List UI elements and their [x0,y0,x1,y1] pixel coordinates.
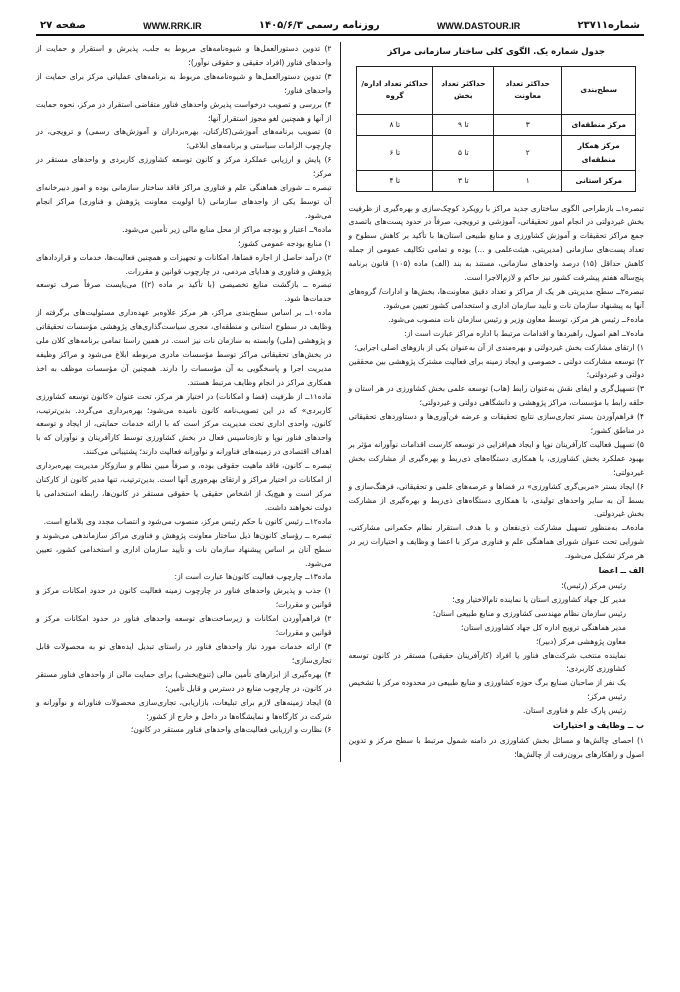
paragraph: ماده۶ــ رئیس هر مرکز، توسط معاون وزیر و رئیس سازمان نات منصوب می‌شود. [387,314,644,324]
page-number: صفحه ۲۷ [40,20,86,31]
right-column-text [349,202,645,762]
member-item: رئیس مرکز (رئیس)؛ [561,581,626,590]
table-cell: تا ۶ [357,135,433,170]
paragraph: ۴) فراهم‌آوردن بستر تجاری‌سازی نتایج تحقیقات و عرضه فن‌آوری‌ها و دستاوردهای تحقیقاتی در مناطق کشور؛ [348,412,644,436]
paragraph: ۲) توسعه مشارکت دولتی ـ خصوصی و ایجاد زمینه برای فعالیت مشترک پژوهشی بین محققین دولتی و غیردولتی؛ [348,356,644,380]
paragraph: تبصره ــ رؤسای کانون‌ها ذیل ساختار معاونت پژوهش و فناوری مراکز سازماندهی می‌شوند و سطح آنان بر اساس پیشنهاد سازمان نات و تأیید سازمان اداری و استخدامی کشور، تعیین می‌شود. [36,530,332,568]
table-cell: ۳ [494,114,562,135]
member-item: یک نفر از صاحبان صنایع برگ حوزه کشاورزی و منابع طبیعی در محدوده مرکز با تشخیص رئیس مرکز؛ [348,678,626,702]
paragraph: ماده۱۳ــ چارچوب فعالیت کانون‌ها عبارت است از: [174,572,332,582]
paragraph: ۱) احصای چالش‌ها و مسائل بخش کشاورزی در دامنه شمول مرتبط با سطح مرکز و تدوین اصول و راهکارهای برون‌رفت از چالش‌ها؛ [348,735,644,759]
left-column-text [36,42,332,737]
member-item: رئیس سازمان نظام مهندسی کشاورزی و منابع طبیعی استان؛ [432,608,626,618]
paragraph: ۵) ایجاد زمینه‌های لازم برای تبلیغات، بازاریابی، تجاری‌سازی محصولات فناورانه و نوآورانه و شرکت در کارگاه‌ها و نمایشگاه‌ها در داخل و خارج از کشور؛ [36,697,332,721]
table-title: جدول شماره یک. الگوی کلی ساختار سازمانی مراکز [387,47,605,57]
table-row [357,135,636,170]
member-item: رئیس پارک علم و فناوری استان. [522,706,626,716]
paragraph: ۱) جذب و پذیرش واحدهای فناور در چارچوب زمینه فعالیت کانون در حدود امکانات مرکز و قوانین و مقررات؛ [36,586,332,610]
paragraph: ۱) ارتقای مشارکت بخش غیردولتی و بهره‌مندی از آن به‌عنوان یکی از بازوهای اصلی اجرایی؛ [354,342,644,352]
paragraph: ۱) منابع بودجه عمومی کشور؛ [238,238,332,248]
member-item: نماینده منتخب شرکت‌های فناور یا افراد (کارآفرینان حقیقی) مستقر در کانون توسعه کشاورزی کاربردی؛ [348,650,626,674]
paragraph: ۶) نظارت و ارزیابی فعالیت‌های واحدهای فناور مستقر در کانون؛ [130,725,332,735]
table-cell: تا ۹ [433,114,494,135]
table-cell: تا ۵ [433,135,494,170]
paragraph: ۵) تسهیل فعالیت کارآفرینان نوپا و ایجاد هم‌افزایی در توسعه کارست اقدامات نوآورانه مؤثر بر بهبود عملکرد بخش کشاورزی، با همکاری دستگاه‌های ذی‌ربط و بهره‌گیری از مشارکت بخش غیردولتی؛ [348,439,644,477]
paragraph: ۳) تدوین دستورالعمل‌ها و شیوه‌نامه‌های مربوط به برنامه‌های عملیاتی مرکز برای حمایت از واحدهای فناور؛ [36,71,332,95]
paragraph: ۲) درآمد حاصل از اجاره فضاها، امکانات و تجهیزات و همچنین فعالیت‌ها، خدمات و قراردادهای پژوهش و فناوری و هدایای مردمی، در چارچوب قوانین و مقررات. [36,252,332,276]
table-header-cell: سطح‌بندی [562,66,636,114]
paper-date: روزنامه رسمی ۱۴۰۵/۶/۳ [258,20,380,31]
section-title: ب ــ وظایف و اختیارات [552,721,644,731]
paragraph: ۵) تصویب برنامه‌های آموزشی(کارکنان، بهره‌برداران و آموزش‌های رسمی) و ترویجی، در چارچوب الزامات سیاستی و برنامه‌های ابلاغی؛ [36,127,332,151]
table-cell: ۲ [494,135,562,170]
left-column [36,42,332,762]
table-cell: تا ۸ [357,114,433,135]
paragraph: ماده۸ــ به‌منظور تسهیل مشارکت ذی‌نفعان و با هدف استقرار نظام حکمرانی مشارکتی، شورایی تحت عنوان شورای هماهنگی علم و فناوری مرکز با اعضا و وظایف و اختیارات زیر در هر مرکز تشکیل می‌شود. [348,523,644,561]
table-cell: مرکز همکار منطقه‌ای [562,135,636,170]
paragraph: ۶) پایش و ارزیابی عملکرد مرکز و کانون توسعه کشاورزی کاربردی و واحدهای مستقر در مرکز؛ [36,155,332,179]
table-cell: مرکز منطقه‌ای [562,114,636,135]
table-header-cell: حداکثر تعداد معاونت [494,66,562,114]
paragraph: ۲) فراهم‌آوردن امکانات و زیرساخت‌های توسعه واحدهای فناور در حدود امکانات مرکز و قوانین و مقررات؛ [36,614,332,638]
site-rrk[interactable]: WWW.RRK.IR [143,20,202,31]
paragraph: تبصره ــ بازگشت منابع تخصیصی (با تأکید بر ماده (۲)) می‌بایست صرفاً صرف توسعه خدمات‌ها شود. [36,280,332,304]
paragraph: ۴) بررسی و تصویب درخواست پذیرش واحدهای فناور متقاضی استقرار در مرکز، نحوه حمایت از آنها و همچنین لغو مجوز استقرار آنها؛ [36,99,332,123]
table-header-row [357,66,636,114]
member-item: مدیر کل جهاد کشاورزی استان یا نماینده تام‌الاختیار وی؛ [452,594,626,604]
article-columns [36,42,644,762]
column-divider [340,42,341,762]
table-cell: مرکز استانی [562,170,636,191]
table-row [357,114,636,135]
paragraph: ماده۱۰ــ بر اساس سطح‌بندی مراکز، هر مرکز علاوه‌بر عهده‌داری مسئولیت‌های برگرفته از وظایف در سطوح استانی و منطقه‌ای، مجری سیاست‌گذاری‌های پژوهشی مؤسسات تحقیقاتی و پژوهشی (ملی) وابسته به سازمان نات نیز است. در همین راستا تمامی برنامه‌های کلان ملی در بخش‌های تحقیقاتی مراکز توسط مؤسسات مادری مربوطه ابلاغ می‌شود و مراکز وظیفه مدیریت اجرا و پاسخگویی به آن مؤسسات را دارند. همچنین آن مؤسسات موظف به اخذ همکاری مراکز در انجام وظایف مرتبط هستند. [36,308,332,387]
paragraph: ماده۹ــ اعتبار و بودجه مراکز از محل منابع مالی زیر تأمین می‌شود. [122,224,332,234]
paragraph: ۴) بهره‌گیری از ابزارهای تأمین مالی (تنوع‌بخشی) برای حمایت مالی از واحدهای فناور مستقر در کانون، در چارچوب منابع در دسترس و قابل تأمین؛ [36,669,332,693]
member-item: مدیر هماهنگی ترویج اداره کل جهاد کشاورزی استان؛ [461,622,626,632]
paragraph: ۲) تدوین دستورالعمل‌ها و شیوه‌نامه‌های مربوط به جلب، پذیرش و استقرار و حمایت از واحدهای فناور (افراد حقیقی و حقوقی نوآور)؛ [36,44,332,67]
table-header-cell: حداکثر تعداد اداره/گروه [357,66,433,114]
paragraph: ۳) ارائه خدمات مورد نیاز واحدهای فناور در راستای تبدیل ایده‌های نو به محصولات قابل تجاری‌سازی؛ [36,641,332,665]
paragraph: تبصره۲ــ سطح مدیریتی هر یک از مراکز و تعداد دقیق معاونت‌ها، بخش‌ها و ادارات/ گروه‌های آنها به پیشنهاد سازمان نات و تأیید سازمان اداری و استخدامی کشور تعیین می‌شود. [348,286,644,310]
table-cell: ۱ [494,170,562,191]
member-item: معاون پژوهشی مرکز (دبیر)؛ [536,636,626,646]
section-title: الف ــ اعضا [598,566,644,576]
page-header [36,14,644,36]
paragraph: تبصره ــ کانون، فاقد ماهیت حقوقی بوده، و صرفاً مبین نظام و سازوکار مدیریت بهره‌برداری از امکانات در اختیار مراکز و ارتقای بهره‌وری آنها است. بدین‌ترتیب، تنها مدیر کانون از کارکنان مرکز است و هیچ‌یک از اشخاص حقیقی یا حقوقی مستقر در کانون‌ها، رابطه استخدامی با دولت نخواهند داشت. [36,461,332,512]
issue-number: شماره۲۳۷۱۱ [577,20,640,31]
paragraph: ۳) تسهیل‌گری و ایفای نقش به‌عنوان رابط (هاب) توسعه علمی بخش کشاورزی در هر استان و حلقه رابط با مؤسسات، مراکز پژوهشی و دانشگاهی دولتی و غیردولتی؛ [348,384,644,408]
structure-table [356,66,636,192]
right-column [349,42,645,762]
table-row [357,170,636,191]
paragraph: ماده۱۲ــ رئیس کانون با حکم رئیس مرکز، منصوب می‌شود و انتصاب مجدد وی بلامانع است. [43,516,332,526]
site-dastour[interactable]: WWW.DASTOUR.IR [436,20,521,31]
table-header-cell: حداکثر تعداد بخش [433,66,494,114]
paragraph: ۶) ایجاد بستر «مربی‌گری کشاورزی» در فضاها و عرصه‌های علمی و تحقیقاتی، فرهنگ‌سازی و بسط آن به سایر واحدهای تولیدی، با همکاری دستگاه‌های ذی‌ربط و بهره‌گیری از مشارکت بخش غیردولتی. [348,481,644,519]
table-cell: تا ۴ [357,170,433,191]
paragraph: ماده۱۱ــ از ظرفیت (فضا و امکانات) در اختیار هر مرکز، تحت عنوان «کانون توسعه کشاورزی کاربردی» که در این تصویب‌نامه کانون نامیده می‌شود؛ بهره‌برداری می‌گردد. بدین‌ترتیب، کانون، واحدی اداری تحت مدیریت مرکز است که با ارائه خدمات حمایتی، از ایجاد و توسعه واحدهای فناور نوپا و تازه‌تاسیس فعال در بخش کشاورزی توسط کارآفرینان و نوآوران که با اهداف اقتصادی در زمینه‌های فناورانه و نوآورانه فعالیت دارند؛ پشتیبانی می‌کنند. [36,391,332,457]
paragraph: ماده۷ــ اهم اصول، راهبردها و اقدامات مرتبط با اداره مراکز عبارت است از: [404,328,644,338]
table-cell: تا ۳ [433,170,494,191]
paragraph: تبصره۱ــ بازطراحی الگوی ساختاری جدید مراکز با رویکرد کوچک‌سازی و بهره‌گیری از ظرفیت بخش غیردولتی در انجام امور تحقیقاتی، آموزشی و ترویجی، صرفاً در حدود پست‌های باتصدی جمع مراکز تحقیقات و آموزش کشاورزی و منابع طبیعی استان‌ها با تأکید بر کاهش سطوح و تعداد پست‌های سازمانی (مدیریتی، هیئت‌علمی و ...) بوده و تمامی تکالیف عمومی از جمله کاهش حداقل (۱۵) درصد واحدهای سازمانی، مستند به بند (الف) ماده (۱۰۵) قانون برنامه پنج‌ساله هفتم پیشرفت کشور نیز حاکم و لازم‌الاجرا است. [348,203,645,283]
paragraph: تبصره ــ شورای هماهنگی علم و فناوری مراکز فاقد ساختار سازمانی بوده و امور دبیرخانه‌ای آن توسط یکی از واحدهای سازمانی (با اولویت معاونت پژوهش و فناوری) مراکز انجام می‌شود. [36,183,332,220]
